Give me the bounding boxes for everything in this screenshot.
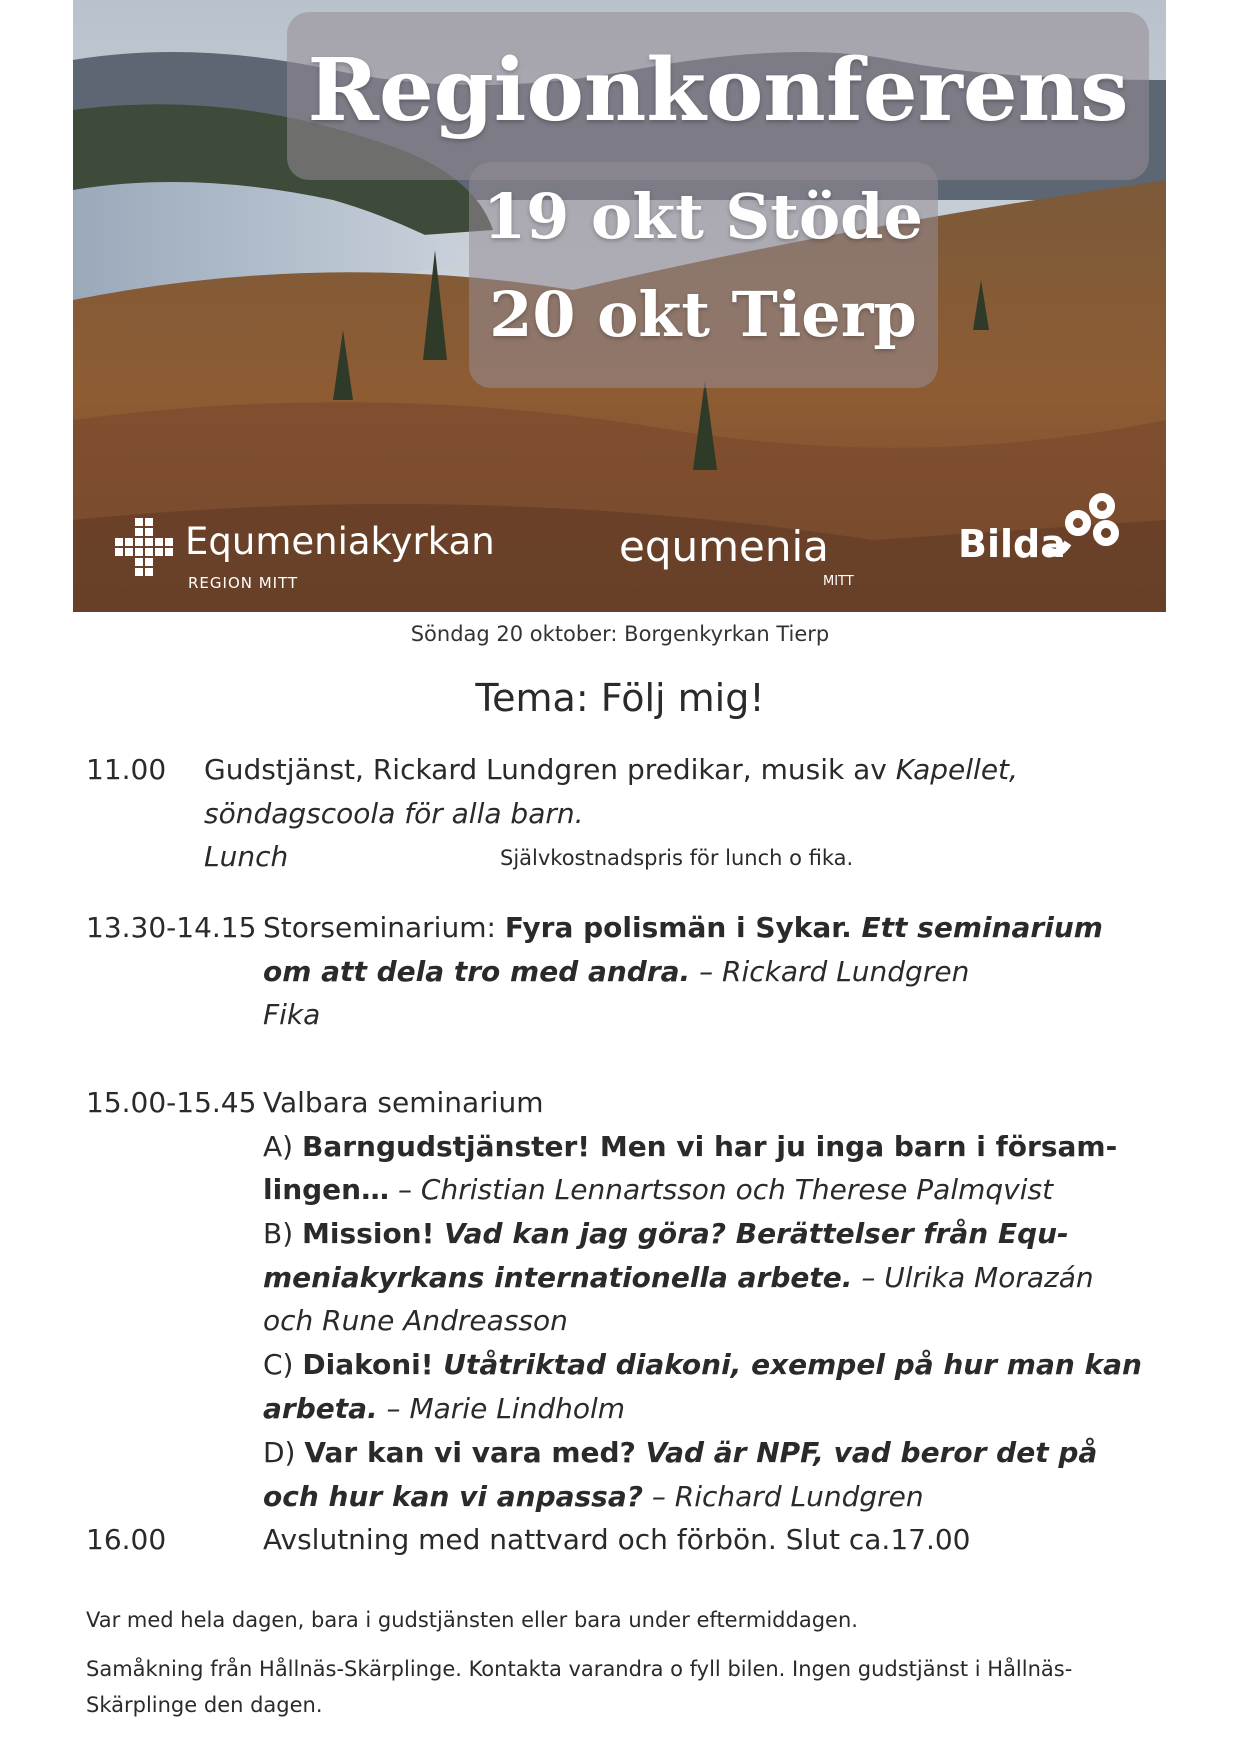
banner-date-stode: 19 okt Stöde (483, 180, 923, 253)
session-2-label: Storseminarium: (263, 911, 505, 944)
seminar-c-speaker: – Marie Lindholm (377, 1392, 626, 1425)
session-4-text: Avslutning med nattvard och förbön. Slut ca.17.00 (263, 1523, 971, 1556)
seminar-d-line-2 (263, 1475, 924, 1519)
session-1-music: Kapellet, (895, 753, 1018, 786)
session-1-line-1 (204, 748, 1018, 792)
session-2-fika: Fika (263, 998, 321, 1031)
seminar-d-subtitle-2: och hur kan vi anpassa? (263, 1480, 643, 1513)
equmeniakyrkan-logo-sub: REGION MITT (188, 574, 299, 592)
banner-date-tierp: 20 okt Tierp (489, 278, 917, 351)
seminar-b-subtitle-2: meniakyrkans internationella arbete. (263, 1261, 853, 1294)
session-3-label: Valbara seminarium (263, 1086, 544, 1119)
bilda-molecule-icon (1048, 488, 1128, 558)
session-1-service: Gudstjänst, Rickard Lundgren predikar, musik av (204, 753, 896, 786)
seminar-b-line-2 (263, 1256, 1094, 1300)
seminar-c-line-2 (263, 1387, 625, 1431)
seminar-b-speaker-2: och Rune Andreasson (263, 1304, 568, 1337)
seminar-a-title-1: Barngudstjänster! Men vi har ju inga barn i försam- (301, 1130, 1118, 1163)
seminar-b-letter: B) (263, 1217, 303, 1250)
session-2-line-2 (263, 950, 969, 994)
equmenia-logo-sub: MITT (823, 574, 854, 589)
footer-note-1: Var med hela dagen, bara i gudstjänsten eller bara under eftermiddagen. (86, 1608, 858, 1632)
banner-title: Regionkonferens (307, 40, 1129, 141)
seminar-c-letter: C) (263, 1348, 303, 1381)
session-2-time: 13.30-14.15 (86, 911, 257, 944)
seminar-d-speaker: – Richard Lundgren (642, 1480, 924, 1513)
seminar-b-title: Mission! (302, 1217, 435, 1250)
session-1-lunch-note: Självkostnadspris för lunch o fika. (500, 846, 854, 870)
seminar-d-title: Var kan vi vara med? (304, 1436, 636, 1469)
seminar-a-letter: A) (263, 1130, 302, 1163)
seminar-b-line-1 (263, 1212, 1069, 1256)
seminar-a-title-2: lingen… (263, 1173, 390, 1206)
seminar-c-title: Diakoni! (302, 1348, 434, 1381)
seminar-d-subtitle-1: Vad är NPF, vad beror det på (635, 1436, 1098, 1469)
session-2-subtitle-1: Ett seminarium (851, 911, 1103, 944)
seminar-d-letter: D) (263, 1436, 305, 1469)
banner-image (73, 0, 1166, 612)
seminar-d-line-1 (263, 1431, 1097, 1475)
theme-heading: Tema: Följ mig! (475, 676, 765, 720)
equmenia-logo-text: equmenia (619, 522, 829, 571)
session-4-time: 16.00 (86, 1523, 167, 1556)
bilda-logo-text: Bilda (958, 522, 1066, 566)
equmeniakyrkan-logo-text: Equmeniakyrkan (185, 520, 495, 563)
session-1-line-2: söndagscoola för alla barn. (204, 797, 584, 830)
session-1-time: 11.00 (86, 753, 167, 786)
session-2-line-1 (263, 906, 1103, 950)
session-2-subtitle-2: om att dela tro med andra. (263, 955, 691, 988)
equmeniakyrkan-cross-icon (115, 518, 175, 578)
session-2-speaker: – Rickard Lundgren (690, 955, 970, 988)
session-3-time: 15.00-15.45 (86, 1086, 257, 1119)
event-caption: Söndag 20 oktober: Borgenkyrkan Tierp (410, 622, 830, 646)
footer-note-2-line-1: Samåkning från Hållnäs-Skärplinge. Kontakta varandra o fyll bilen. Ingen gudstjänst i Hållnäs- (86, 1657, 1073, 1681)
seminar-c-line-1 (263, 1343, 1142, 1387)
seminar-c-subtitle-2: arbeta. (263, 1392, 378, 1425)
seminar-b-subtitle-1: Vad kan jag göra? Berättelser från Equ- (434, 1217, 1069, 1250)
session-2-title: Fyra polismän i Sykar. (504, 911, 852, 944)
seminar-c-subtitle-1: Utåtriktad diakoni, exempel på hur man kan (433, 1348, 1142, 1381)
footer-note-2-line-2: Skärplinge den dagen. (86, 1693, 323, 1717)
seminar-a-speaker: – Christian Lennartsson och Therese Palmqvist (389, 1173, 1054, 1206)
seminar-a-line-1 (263, 1125, 1117, 1169)
seminar-b-speaker-1: – Ulrika Morazán (852, 1261, 1094, 1294)
seminar-a-line-2 (263, 1168, 1053, 1212)
session-1-lunch: Lunch (204, 840, 289, 873)
